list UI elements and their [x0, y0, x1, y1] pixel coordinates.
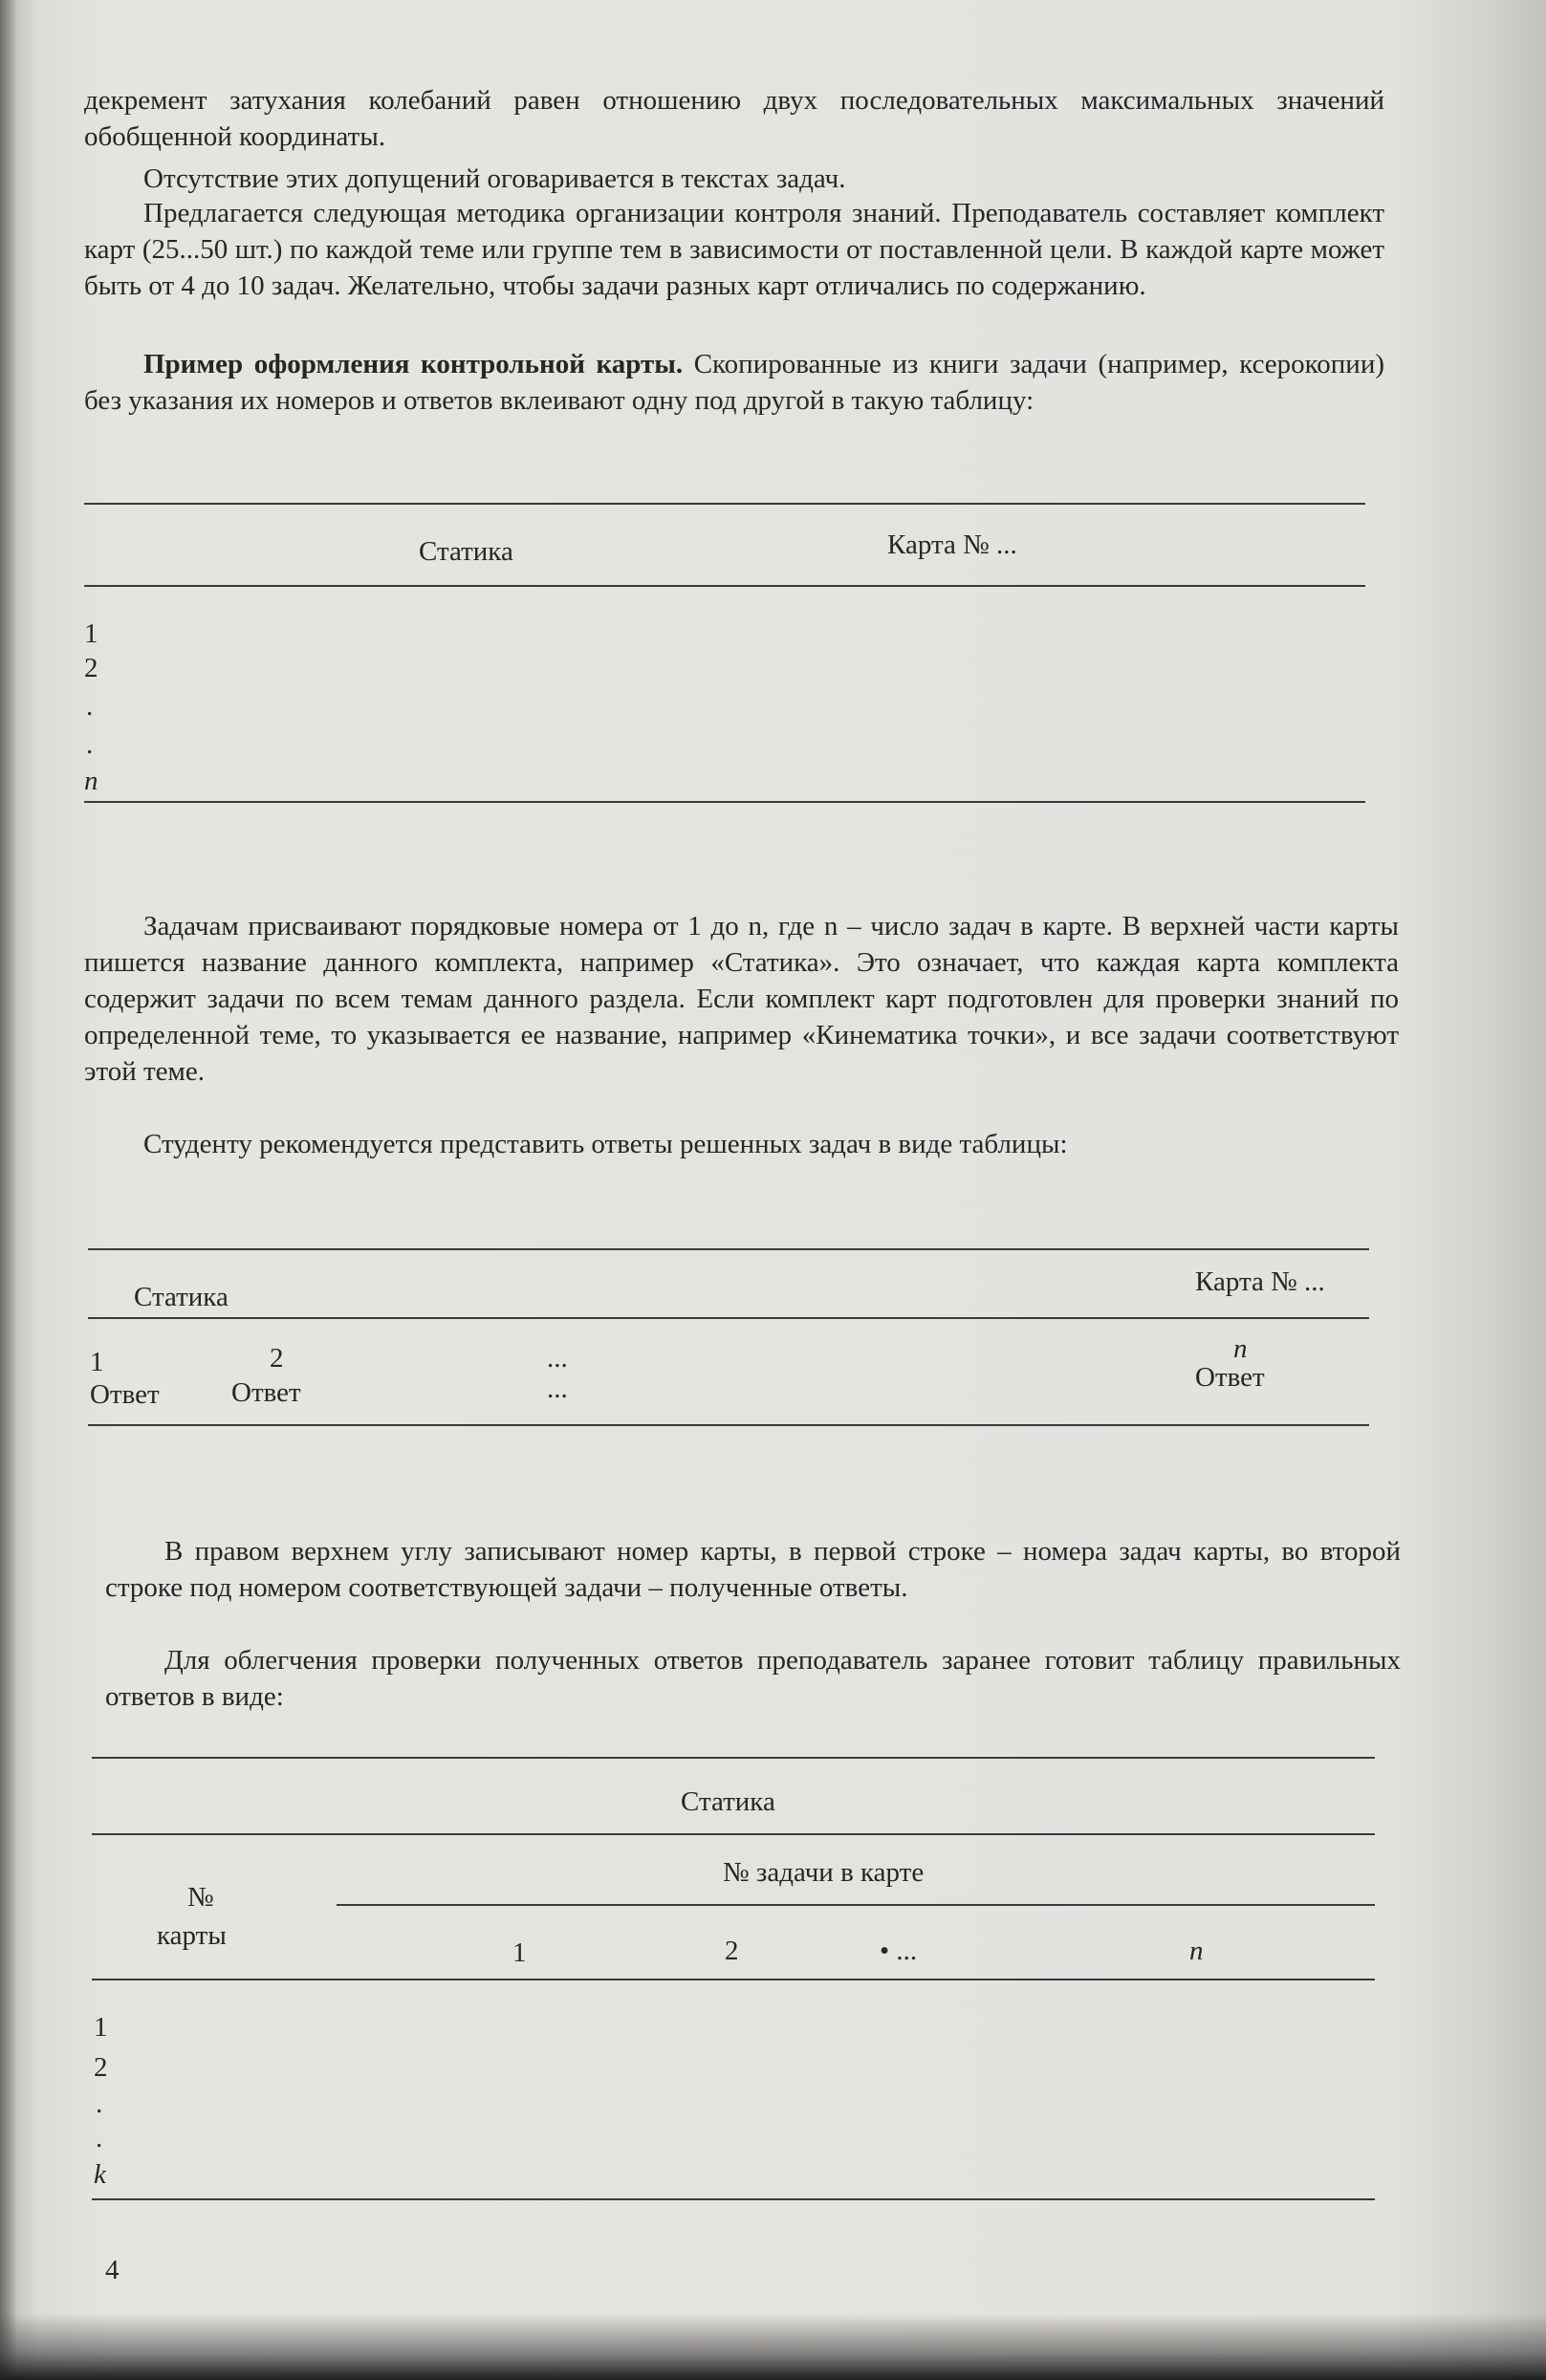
table2-bottom-rule: [88, 1424, 1369, 1426]
table2-card-label: Карта № ...: [1195, 1266, 1325, 1297]
table3-header-task-number: № задачи в карте: [723, 1857, 925, 1888]
table1-top-rule: [84, 503, 1365, 505]
table3-top-rule: [92, 1757, 1375, 1759]
table2-dots-1: ...: [547, 1343, 568, 1374]
table3-header-card-symbol: №: [187, 1882, 214, 1913]
table3-header-card-label: карты: [157, 1920, 227, 1951]
table2-col2-answer: Ответ: [231, 1377, 301, 1408]
table2-title: Статика: [134, 1282, 229, 1312]
table2-coln-number: n: [1233, 1333, 1248, 1364]
paragraph-8: Для облегчения проверки полученных ответов преподаватель заранее готовит таблицу правильных ответов в виде:: [105, 1645, 1401, 1712]
table2-header-rule: [88, 1317, 1369, 1319]
table3-row-3: .: [96, 2088, 103, 2119]
paragraph-4: [84, 346, 1384, 419]
table2-col1-number: 1: [90, 1347, 104, 1377]
table3-header-rule: [92, 1979, 1375, 1980]
table3-row-1: 1: [94, 2012, 108, 2043]
table3-row-4: .: [96, 2123, 103, 2153]
table3-col-dots: • ...: [880, 1936, 918, 1966]
paragraph-5: Задачам присваивают порядковые номера от 1 до n, где n – число задач в карте. В верхней части карты пишется название данного комплекта, например «Статика». Это означает, что каждая карта комплекта содержит задачи по всем темам данного раздела. Если комплект карт подготовлен для проверки знаний по определенной теме, то указывается ее название, например «Кинематика точки», и все задачи соответствуют этой теме.: [84, 911, 1399, 1087]
table1-card-label: Карта № ...: [887, 530, 1017, 560]
table3-col-1: 1: [512, 1937, 527, 1968]
page-number: 4: [105, 2255, 120, 2285]
table1-header-rule: [84, 585, 1365, 587]
paragraph-6: Студенту рекомендуется представить ответы решенных задач в виде таблицы:: [143, 1129, 1068, 1159]
paragraph-4-rest: Скопированные из книги задачи (например, ксерокопии) без указания их номеров и ответов вклеивают одну под другой в такую таблицу:: [84, 349, 1384, 416]
paragraph-1: декремент затухания колебаний равен отношению двух последовательных максимальных значений обобщенной координаты.: [84, 85, 1384, 152]
paragraph-3: Предлагается следующая методика организации контроля знаний. Преподаватель составляет комплект карт (25...50 шт.) по каждой теме или группе тем в зависимости от поставленной цели. В каждой карте может быть от 4 до 10 задач. Желательно, чтобы задачи разных карт отличались по содержанию.: [84, 198, 1384, 301]
table1-title: Статика: [419, 536, 513, 567]
table2-coln-answer: Ответ: [1195, 1362, 1265, 1393]
table3-title-rule: [92, 1833, 1375, 1835]
table2-dots-2: ...: [547, 1374, 568, 1404]
paragraph-2: Отсутствие этих допущений оговаривается в текстах задач.: [143, 163, 846, 194]
paragraph-7: В правом верхнем углу записывают номер карты, в первой строке – номера задач карты, во второй строке под номером соответствующей задачи – полученные ответы.: [105, 1536, 1401, 1603]
table1-row-2: 2: [84, 653, 98, 683]
table2-top-rule: [88, 1248, 1369, 1250]
table3-title: Статика: [681, 1786, 775, 1817]
page-edge-shadow: [0, 0, 17, 2380]
table3-row-2: 2: [94, 2052, 108, 2083]
table1-row-n: n: [84, 766, 98, 796]
table3-col-2: 2: [725, 1936, 739, 1966]
table1-row-4: .: [86, 729, 94, 760]
table1-row-1: 1: [84, 618, 98, 649]
table3-col-n: n: [1189, 1936, 1204, 1966]
table3-bottom-rule: [92, 2198, 1375, 2200]
bottom-edge-shadow: [0, 2313, 1546, 2380]
table3-row-k: k: [94, 2159, 106, 2190]
table1-bottom-rule: [84, 801, 1365, 803]
table2-col2-number: 2: [270, 1343, 284, 1374]
paragraph-4-bold: Пример оформления контрольной карты.: [143, 349, 684, 379]
table1-row-3: .: [86, 691, 94, 722]
table2-col1-answer: Ответ: [90, 1379, 160, 1410]
table3-subheader-rule: [337, 1904, 1375, 1906]
